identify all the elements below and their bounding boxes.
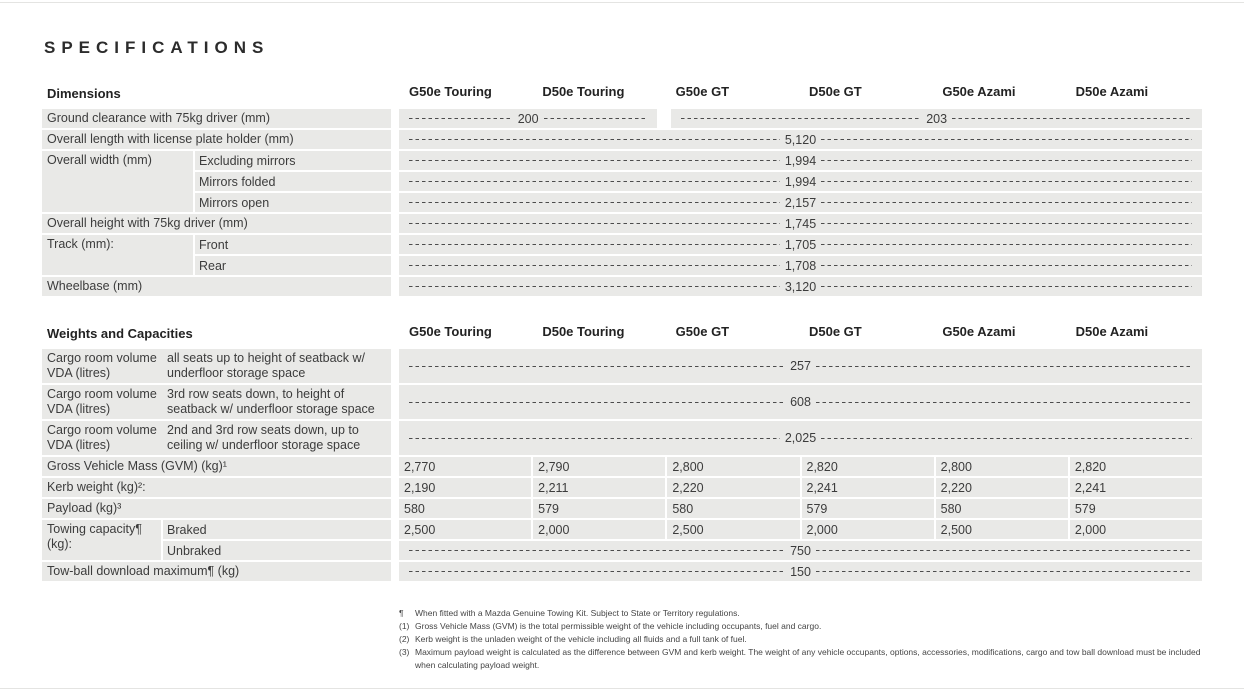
row-label-cell [42,277,391,296]
spec-value-span [399,256,1202,275]
dash-line [544,118,648,119]
spec-value: 1,994 [784,174,817,189]
dash-line [409,202,780,203]
footnote [399,633,1202,646]
row-label: Kerb weight (kg)²: [47,480,146,494]
group-body [195,235,1202,275]
spec-value-cell: 2,220 [936,478,1068,497]
dash-line [816,571,1192,572]
spec-value: 2,157 [784,195,817,210]
column-header: D50e Touring [542,324,625,339]
spec-tables [42,82,1202,581]
footnote [399,620,1202,633]
value-area [399,214,1202,233]
column-header: D50e GT [808,324,862,339]
dash-line [409,223,780,224]
value-area [399,235,1202,254]
dash-line [821,265,1192,266]
spec-value-span [399,277,1202,296]
row-label: Payload (kg)³ [47,501,122,515]
row-label: Overall width (mm) [42,151,193,212]
dash-line [816,402,1192,403]
dash-line [409,244,780,245]
footnote [399,646,1202,672]
spec-value: 1,705 [784,237,817,252]
row-label: Overall length with license plate holder (mm) [47,132,294,146]
spec-subrow [195,172,1202,191]
spec-row [42,277,1202,296]
dash-line [821,160,1192,161]
row-label-cell [42,130,391,149]
spec-value-span [399,109,657,128]
dash-line [821,286,1192,287]
spec-subrow [195,235,1202,254]
spec-value: 750 [790,543,811,558]
column-headers [404,82,1202,101]
group-body [195,151,1202,212]
spec-value-cell: 2,211 [533,478,665,497]
page-bottom-border [0,688,1244,689]
value-area [399,421,1202,455]
row-sublabel: Braked [163,520,391,539]
spec-row [42,130,1202,149]
dash-line [409,181,780,182]
spec-value-cell: 2,820 [1070,457,1202,476]
spec-value: 2,025 [784,431,817,445]
spec-value-span [399,349,1202,383]
row-sublabel: Mirrors open [195,193,391,212]
footnote-text: Gross Vehicle Mass (GVM) is the total permissible weight of the vehicle including occupants, fuel and cargo. [415,621,822,631]
spec-value-span [399,541,1202,560]
row-sublabel: Front [195,235,391,254]
spec-value-cell: 2,500 [936,520,1068,539]
spec-value-cell: 2,790 [533,457,665,476]
spec-value: 5,120 [784,132,817,147]
dash-line [821,244,1192,245]
dash-line [409,265,780,266]
column-header: D50e Azami [1075,84,1149,99]
dash-line [409,438,780,439]
column-header: G50e Touring [409,324,492,339]
row-label: Towing capacity¶ (kg): [42,520,161,560]
spec-value-cell: 580 [399,499,531,518]
spec-row [42,478,1202,497]
dash-line [409,139,780,140]
spec-subrow [163,541,1202,560]
spec-row [42,562,1202,581]
spec-value-cell: 579 [1070,499,1202,518]
spec-row-group [42,520,1202,560]
dash-line [821,181,1192,182]
row-label-cell [42,214,391,233]
footnote-marker: (3) [399,647,410,657]
dash-line [952,118,1192,119]
row-sublabel: 2nd and 3rd row seats down, up to ceiling w/ underfloor storage space [167,423,361,452]
footnote-marker: (1) [399,621,410,631]
value-area [399,256,1202,275]
dash-line [409,571,785,572]
spec-value-cell: 2,500 [667,520,799,539]
spec-value: 1,994 [784,153,817,168]
spec-row [42,349,1202,383]
spec-row [42,499,1202,518]
row-label: Tow-ball download maximum¶ (kg) [47,564,240,578]
row-label: Track (mm): [42,235,193,275]
footnote-text: Maximum payload weight is calculated as the difference between GVM and kerb weight. The weight of any vehicle occupants, options, accessories, modifications, cargo and tow ball download must be included when calculating payload weight. [415,647,1201,670]
spec-value-cell: 2,241 [1070,478,1202,497]
footnote-text: When fitted with a Mazda Genuine Towing Kit. Subject to State or Territory regulations. [415,608,740,618]
spec-row [42,421,1202,455]
column-headers [404,322,1202,341]
dash-line [409,550,785,551]
column-header: G50e Azami [942,84,1016,99]
row-label: Cargo room volume VDA (litres) [47,387,157,416]
section-title: Dimensions [47,86,121,101]
spec-value: 1,708 [784,258,817,273]
row-sublabel: Rear [195,256,391,275]
dash-line [409,160,780,161]
value-area [399,130,1202,149]
spec-subrow [195,151,1202,170]
footnote-marker: (2) [399,634,410,644]
spec-value-cell: 2,220 [667,478,799,497]
footnote-text: Kerb weight is the unladen weight of the vehicle including all fluids and a full tank of fuel. [415,634,747,644]
spec-value-cell: 2,770 [399,457,531,476]
spec-value-cell: 2,820 [802,457,934,476]
spec-value-span [399,235,1202,254]
row-label-cell [42,478,391,497]
value-area [399,478,1202,497]
spec-value-span [399,172,1202,191]
row-label-cell [42,385,391,419]
footnote-marker: ¶ [399,608,404,618]
dash-line [409,118,513,119]
spec-value-cell: 2,000 [533,520,665,539]
dash-line [821,438,1192,439]
value-area [399,172,1202,191]
spec-value-span [399,214,1202,233]
row-label-cell [42,457,391,476]
group-body [163,520,1202,560]
column-header: G50e Touring [409,84,492,99]
row-label-cell [42,421,391,455]
spec-value-cell: 2,800 [936,457,1068,476]
column-header: G50e GT [675,324,730,339]
row-label: Gross Vehicle Mass (GVM) (kg)¹ [47,459,227,473]
spec-row-group [42,235,1202,275]
spec-value-span [399,421,1202,455]
value-area [399,562,1202,581]
row-label: Cargo room volume VDA (litres) [47,351,157,380]
spec-row [42,457,1202,476]
dash-line [681,118,921,119]
spec-value: 257 [790,359,811,373]
value-area [399,385,1202,419]
spec-row [42,109,1202,128]
row-sublabel: Unbraked [163,541,391,560]
dash-line [821,139,1192,140]
spec-section [42,82,1202,296]
value-area [399,277,1202,296]
value-area [399,109,1202,128]
spec-section [42,322,1202,581]
column-header: G50e GT [675,84,730,99]
row-sublabel: Excluding mirrors [195,151,391,170]
column-header: D50e Touring [542,84,625,99]
value-area [399,349,1202,383]
section-header-row [42,322,1202,341]
row-label-cell [42,349,391,383]
dash-line [821,202,1192,203]
spec-value: 608 [790,395,811,409]
value-area [399,151,1202,170]
spec-value-cell: 580 [936,499,1068,518]
spec-value-cell: 579 [533,499,665,518]
spec-value-cell: 2,000 [802,520,934,539]
spec-value-span [399,193,1202,212]
spec-value-span [399,385,1202,419]
spec-value-span [399,151,1202,170]
value-area [399,193,1202,212]
spec-row-group [42,151,1202,212]
spec-value-span [399,130,1202,149]
spec-subrow [195,256,1202,275]
row-sublabel: 3rd row seats down, to height of seatback w/ underfloor storage space [167,387,375,416]
row-label-cell [42,499,391,518]
value-area [399,520,1202,539]
dash-line [821,223,1192,224]
row-sublabel: Mirrors folded [195,172,391,191]
spec-value-cell: 2,000 [1070,520,1202,539]
column-header: D50e GT [808,84,862,99]
row-sublabel: all seats up to height of seatback w/ underfloor storage space [167,351,366,380]
spec-value: 200 [517,111,539,126]
spec-subrow [163,520,1202,539]
spec-value-span [399,562,1202,581]
spec-value-cell: 2,190 [399,478,531,497]
row-label-cell [42,109,391,128]
spec-subrow [195,193,1202,212]
spec-value-span [671,109,1202,128]
spec-value: 203 [926,111,948,126]
dash-line [816,366,1192,367]
section-title: Weights and Capacities [47,326,193,341]
spec-value-cell: 2,800 [667,457,799,476]
spec-value: 150 [790,564,811,579]
spec-value-cell: 579 [802,499,934,518]
dash-line [816,550,1192,551]
spec-row [42,385,1202,419]
value-area [399,541,1202,560]
value-area [399,457,1202,476]
spec-value-cell: 2,241 [802,478,934,497]
footnotes [399,607,1202,672]
dash-line [409,402,785,403]
section-header-row [42,82,1202,101]
row-label: Overall height with 75kg driver (mm) [47,216,248,230]
page-title: SPECIFICATIONS [44,38,270,57]
column-header: G50e Azami [942,324,1016,339]
row-label: Wheelbase (mm) [47,279,143,293]
row-label: Cargo room volume VDA (litres) [47,423,157,452]
spec-value: 1,745 [784,216,817,231]
value-area [399,499,1202,518]
spec-value-cell: 580 [667,499,799,518]
dash-line [409,366,785,367]
row-label: Ground clearance with 75kg driver (mm) [47,111,270,125]
spec-row [42,214,1202,233]
row-label-cell [42,562,391,581]
footnote [399,607,1202,620]
column-header: D50e Azami [1075,324,1149,339]
dash-line [409,286,780,287]
spec-value-cell: 2,500 [399,520,531,539]
spec-value: 3,120 [784,279,817,294]
